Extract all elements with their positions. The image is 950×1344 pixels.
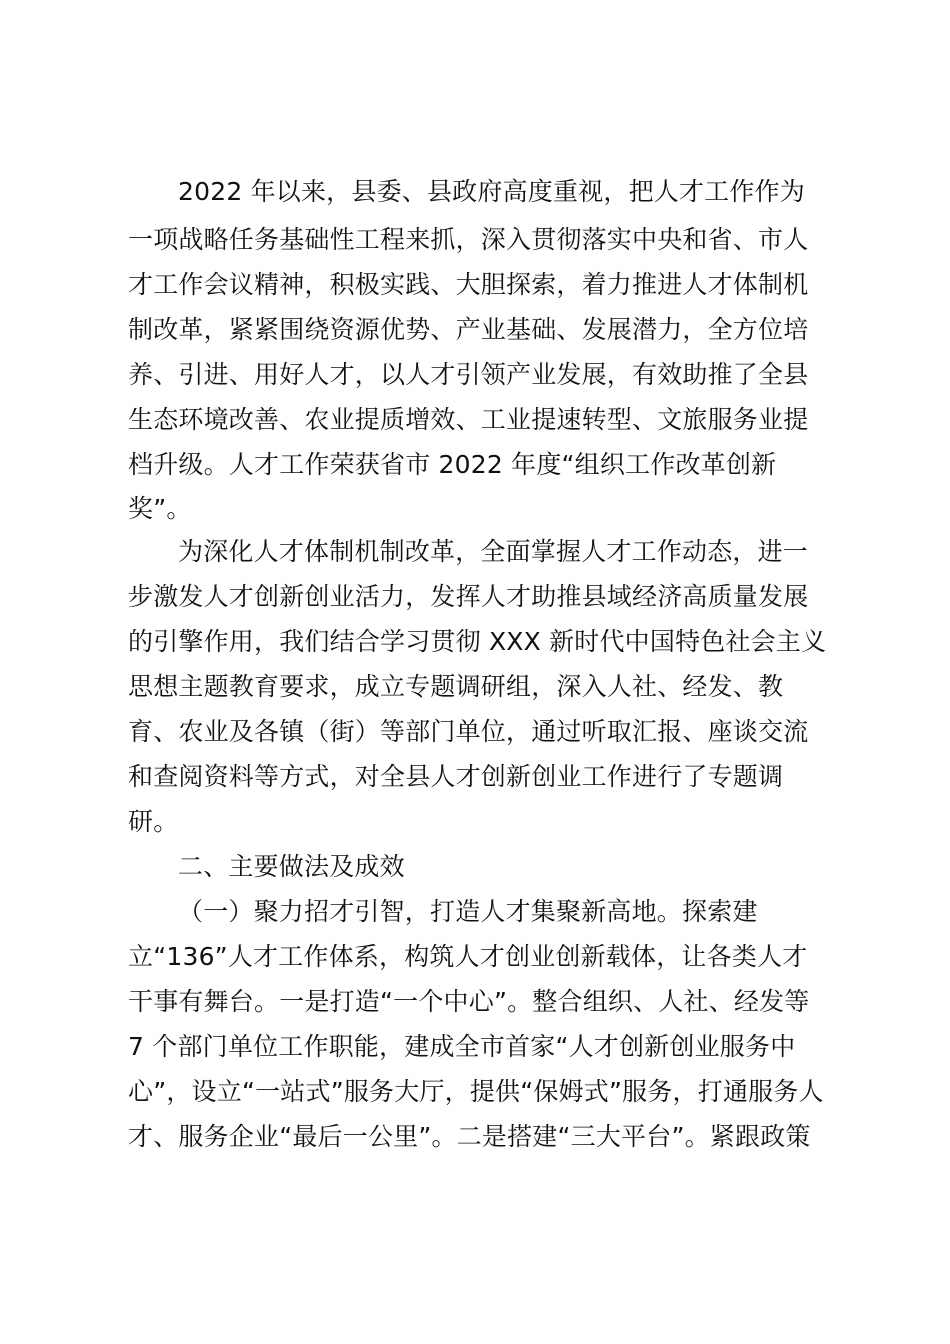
paragraph-2-line-1: 为深化人才体制机制改革，全面掌握人才工作动态，进一 [178, 537, 809, 566]
paragraph-1-line-7: 档升级。人才工作荣获省市 2022 年度“组织工作改革创新 [128, 450, 777, 479]
paragraph-1-line-6: 生态环境改善、农业提质增效、工业提速转型、文旅服务业提 [128, 405, 809, 434]
paragraph-1-line-1: 2022 年以来，县委、县政府高度重视，把人才工作作为 [178, 177, 805, 206]
paragraph-3-line-5: 心”，设立“一站式”服务大厅，提供“保姆式”服务，打通服务人 [128, 1077, 824, 1106]
paragraph-1-line-4: 制改革，紧紧围绕资源优势、产业基础、发展潜力，全方位培 [128, 315, 809, 344]
paragraph-1-line-3: 才工作会议精神，积极实践、大胆探索，着力推进人才体制机 [128, 270, 809, 299]
paragraph-3-line-3: 干事有舞台。一是打造“一个中心”。整合组织、人社、经发等 [128, 987, 810, 1016]
paragraph-2-line-2: 步激发人才创新创业活力，发挥人才助推县域经济高质量发展 [128, 582, 809, 611]
paragraph-3-line-2: 立“136”人才工作体系，构筑人才创业创新载体，让各类人才 [128, 942, 808, 971]
paragraph-3-line-1: （一）聚力招才引智，打造人才集聚新高地。探索建 [178, 897, 758, 926]
paragraph-2-line-5: 育、农业及各镇（街）等部门单位，通过听取汇报、座谈交流 [128, 717, 809, 746]
paragraph-3-line-4: 7 个部门单位工作职能，建成全市首家“人才创新创业服务中 [128, 1032, 796, 1061]
paragraph-1-line-8: 奖”。 [128, 494, 192, 523]
paragraph-1-line-2: 一项战略任务基础性工程来抓，深入贯彻落实中央和省、市人 [128, 225, 809, 254]
section-heading: 二、主要做法及成效 [178, 852, 405, 881]
paragraph-2-line-3: 的引擎作用，我们结合学习贯彻 XXX 新时代中国特色社会主义 [128, 627, 827, 656]
paragraph-2-line-6: 和查阅资料等方式，对全县人才创新创业工作进行了专题调 [128, 762, 784, 791]
paragraph-2-line-4: 思想主题教育要求，成立专题调研组，深入人社、经发、教 [128, 672, 784, 701]
paragraph-1-line-5: 养、引进、用好人才，以人才引领产业发展，有效助推了全县 [128, 360, 809, 389]
paragraph-2-line-7: 研。 [128, 807, 179, 836]
paragraph-3-line-6: 才、服务企业“最后一公里”。二是搭建“三大平台”。紧跟政策 [128, 1122, 811, 1151]
